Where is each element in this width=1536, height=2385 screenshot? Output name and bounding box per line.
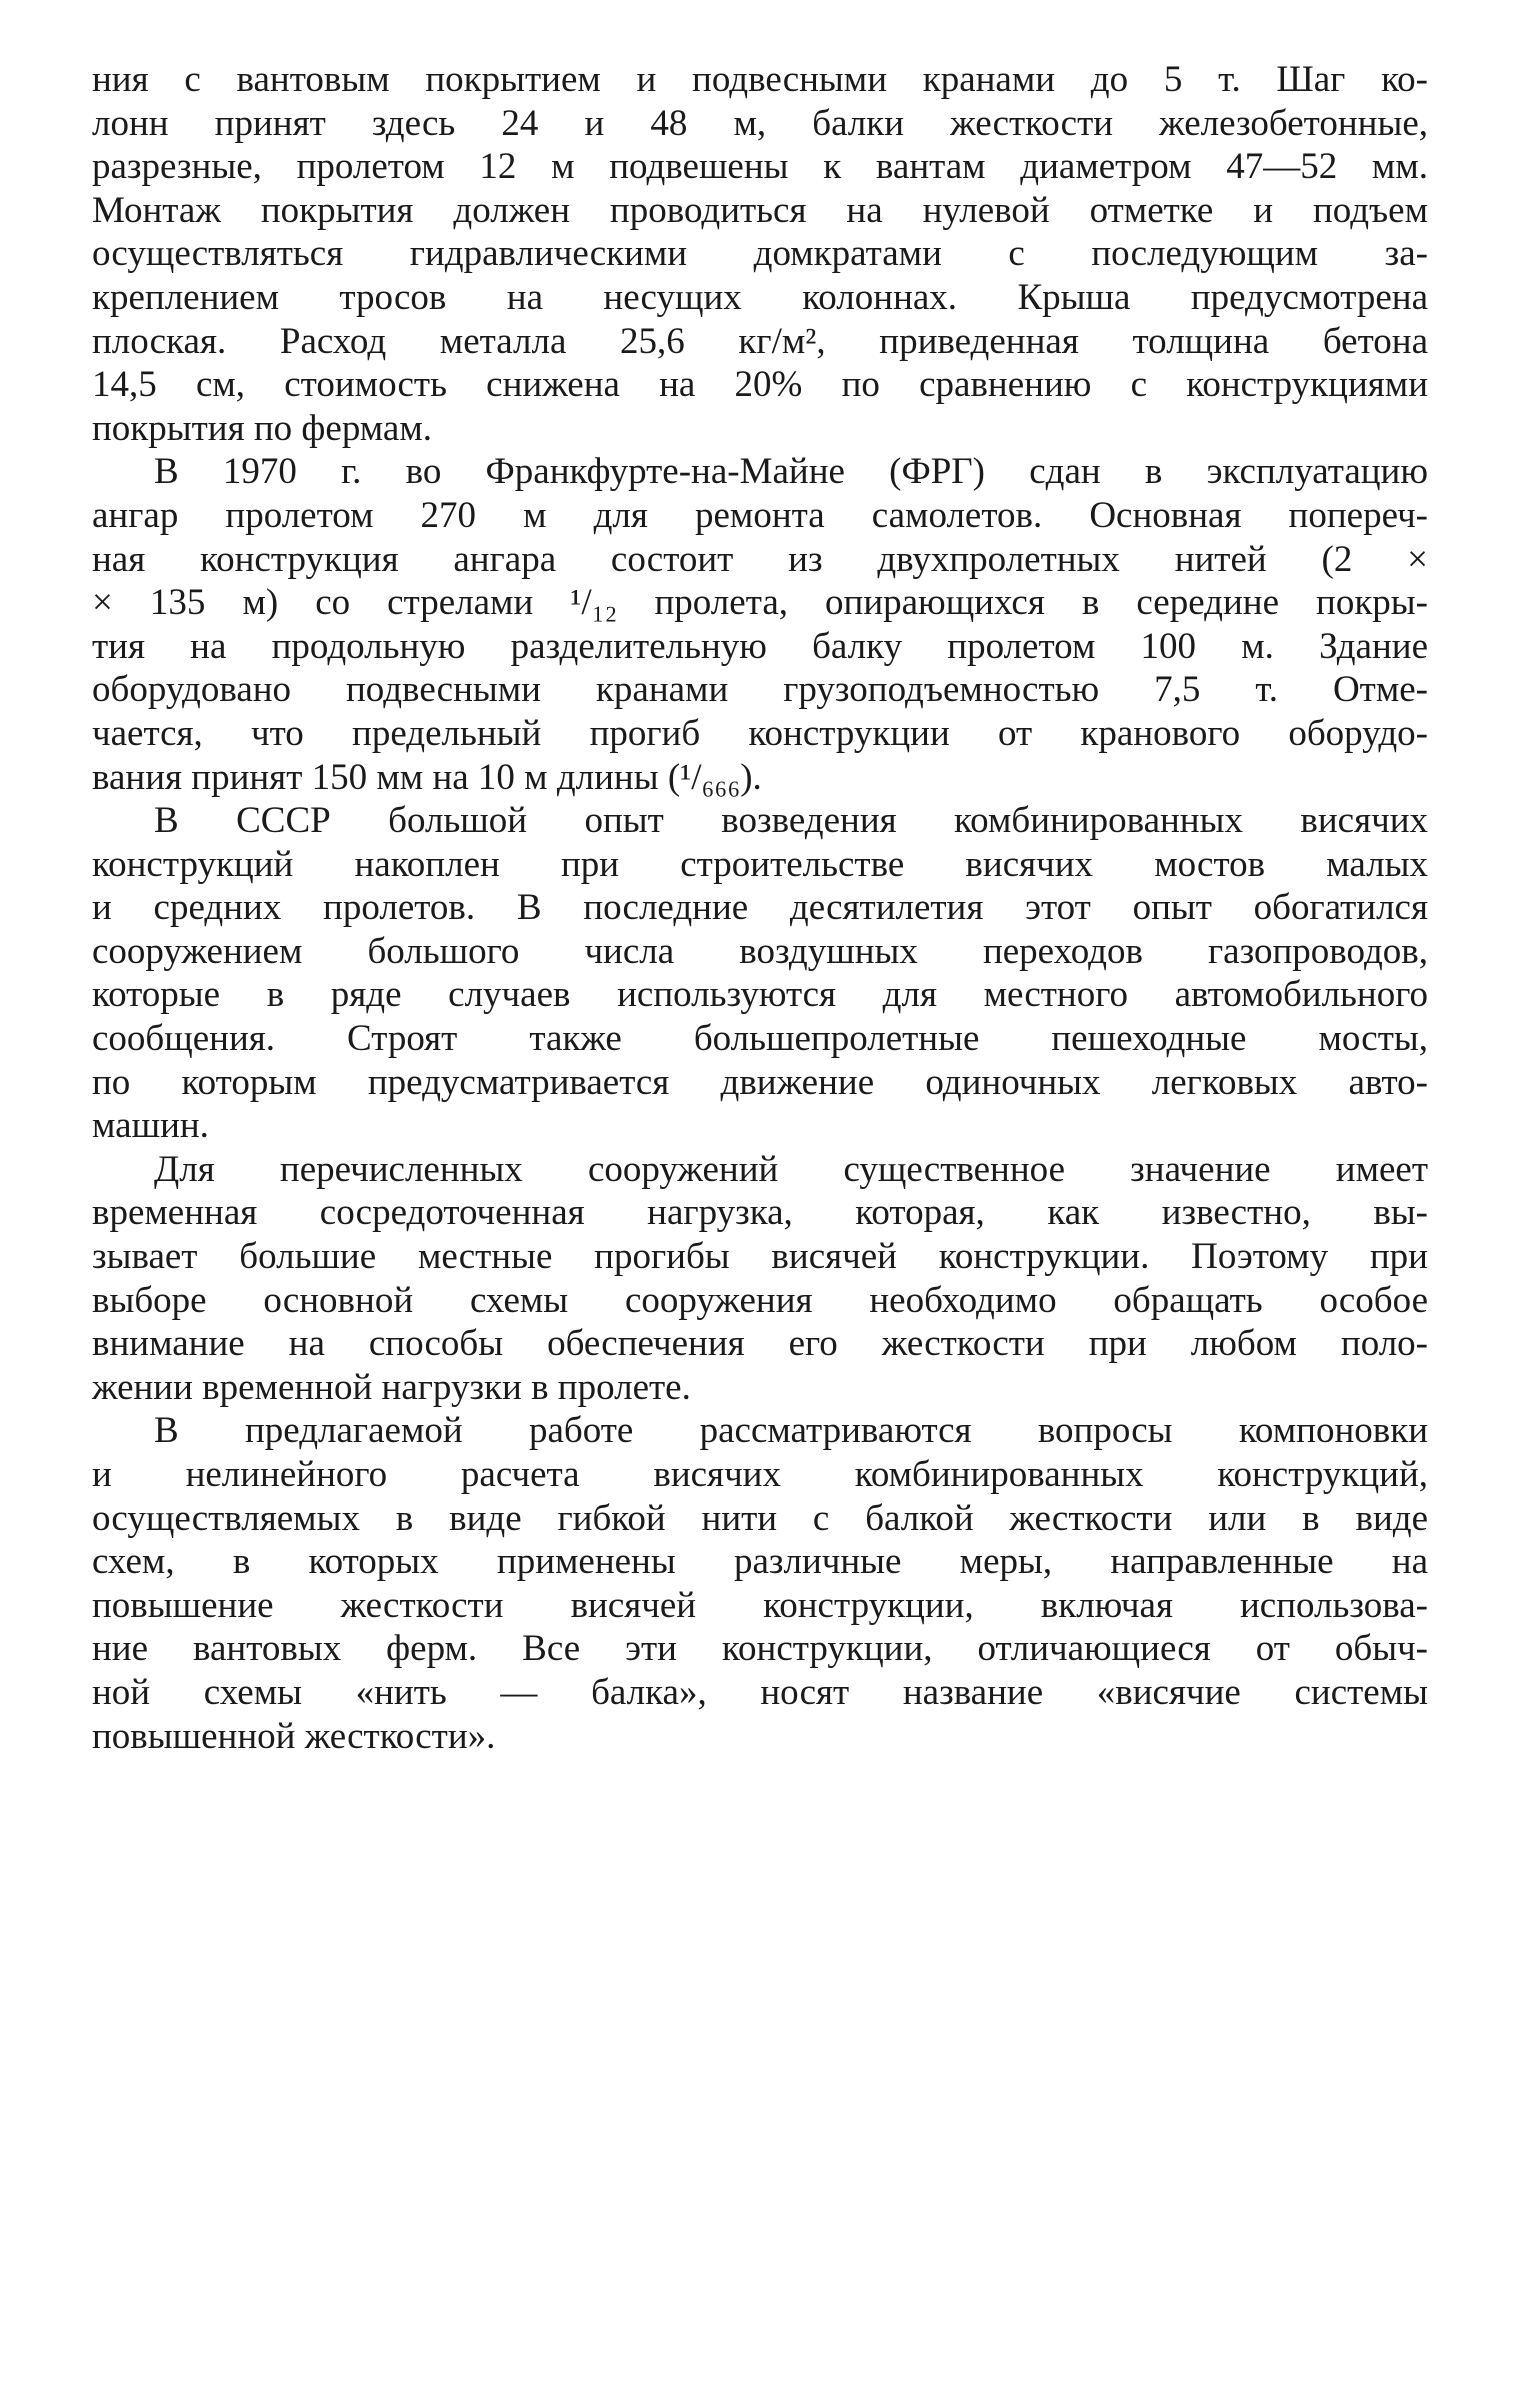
text-line: × 135 м) со стрелами ¹/₁₂ пролета, опирающихся в середине покры- (92, 582, 1428, 624)
text-line: креплением тросов на несущих колоннах. Крыша предусмотрена (92, 276, 1428, 318)
text-line: сообщения. Строят также большепролетные пешеходные мосты, (92, 1018, 1428, 1060)
text-line: ния с вантовым покрытием и подвесными кранами до 5 т. Шаг ко- (92, 59, 1428, 100)
text-line: схем, в которых применены различные меры, направленные на (92, 1541, 1428, 1583)
text-line: оборудовано подвесными кранами грузоподъемностью 7,5 т. Отме- (92, 669, 1428, 711)
text-line: чается, что предельный прогиб конструкции от кранового оборудо- (92, 712, 1428, 754)
text-line: В СССР большой опыт возведения комбинированных висячих (154, 800, 1428, 842)
paragraph-2 (92, 450, 1428, 799)
paragraph-1 (92, 58, 1428, 450)
text-line: плоская. Расход металла 25,6 кг/м², приведенная толщина бетона (92, 320, 1428, 362)
paragraph-3 (92, 799, 1428, 1148)
text-line: В предлагаемой работе рассматриваются вопросы компоновки (154, 1410, 1428, 1452)
text-line: конструкций накоплен при строительстве висячих мостов малых (92, 843, 1428, 885)
text-line: 14,5 см, стоимость снижена на 20% по сравнению с конструкциями (92, 364, 1428, 406)
text-line: которые в ряде случаев используются для местного автомобильного (92, 974, 1428, 1016)
text-line: вания принят 150 мм на 10 м длины (¹/₆₆₆). (92, 756, 762, 798)
document-page (92, 58, 1428, 1758)
text-line: зывает большие местные прогибы висячей конструкции. Поэтому при (92, 1236, 1428, 1278)
text-line: осуществляться гидравлическими домкратами с последующим за- (92, 233, 1428, 275)
text-line: Для перечисленных сооружений существенное значение имеет (154, 1148, 1428, 1190)
text-line: и нелинейного расчета висячих комбинированных конструкций, (92, 1454, 1428, 1495)
text-line: повышенной жесткости». (92, 1715, 496, 1757)
text-line: тия на продольную разделительную балку пролетом 100 м. Здание (92, 625, 1428, 667)
text-line: покрытия по фермам. (92, 407, 433, 449)
text-line: осуществляемых в виде гибкой нити с балкой жесткости или в виде (92, 1497, 1428, 1539)
paragraph-5 (92, 1409, 1428, 1758)
text-line: ние вантовых ферм. Все эти конструкции, отличающиеся от обыч- (92, 1628, 1428, 1670)
text-line: жении временной нагрузки в пролете. (92, 1366, 691, 1408)
text-line: временная сосредоточенная нагрузка, которая, как известно, вы- (92, 1192, 1428, 1234)
paragraph-4 (92, 1148, 1428, 1410)
text-line: повышение жесткости висячей конструкции, включая использова- (92, 1584, 1428, 1626)
text-line: ной схемы «нить — балка», носят название «висячие системы (92, 1671, 1428, 1713)
text-line: выборе основной схемы сооружения необходимо обращать особое (92, 1279, 1428, 1321)
text-line: сооружением большого числа воздушных переходов газопроводов, (92, 930, 1428, 972)
text-line: ная конструкция ангара состоит из двухпролетных нитей (2 × (92, 538, 1428, 580)
text-line: по которым предусматривается движение одиночных легковых авто- (92, 1061, 1428, 1103)
text-line: ангар пролетом 270 м для ремонта самолетов. Основная попереч- (92, 494, 1428, 536)
text-line: внимание на способы обеспечения его жесткости при любом поло- (92, 1323, 1428, 1365)
text-line: Монтаж покрытия должен проводиться на нулевой отметке и подъем (92, 189, 1428, 231)
text-line: В 1970 г. во Франкфурте-на-Майне (ФРГ) сдан в эксплуатацию (154, 451, 1428, 493)
text-line: лонн принят здесь 24 и 48 м, балки жесткости железобетонные, (92, 102, 1428, 144)
text-line: и средних пролетов. В последние десятилетия этот опыт обогатился (92, 887, 1428, 929)
text-line: разрезные, пролетом 12 м подвешены к вантам диаметром 47—52 мм. (92, 146, 1428, 188)
text-line: машин. (92, 1105, 209, 1147)
